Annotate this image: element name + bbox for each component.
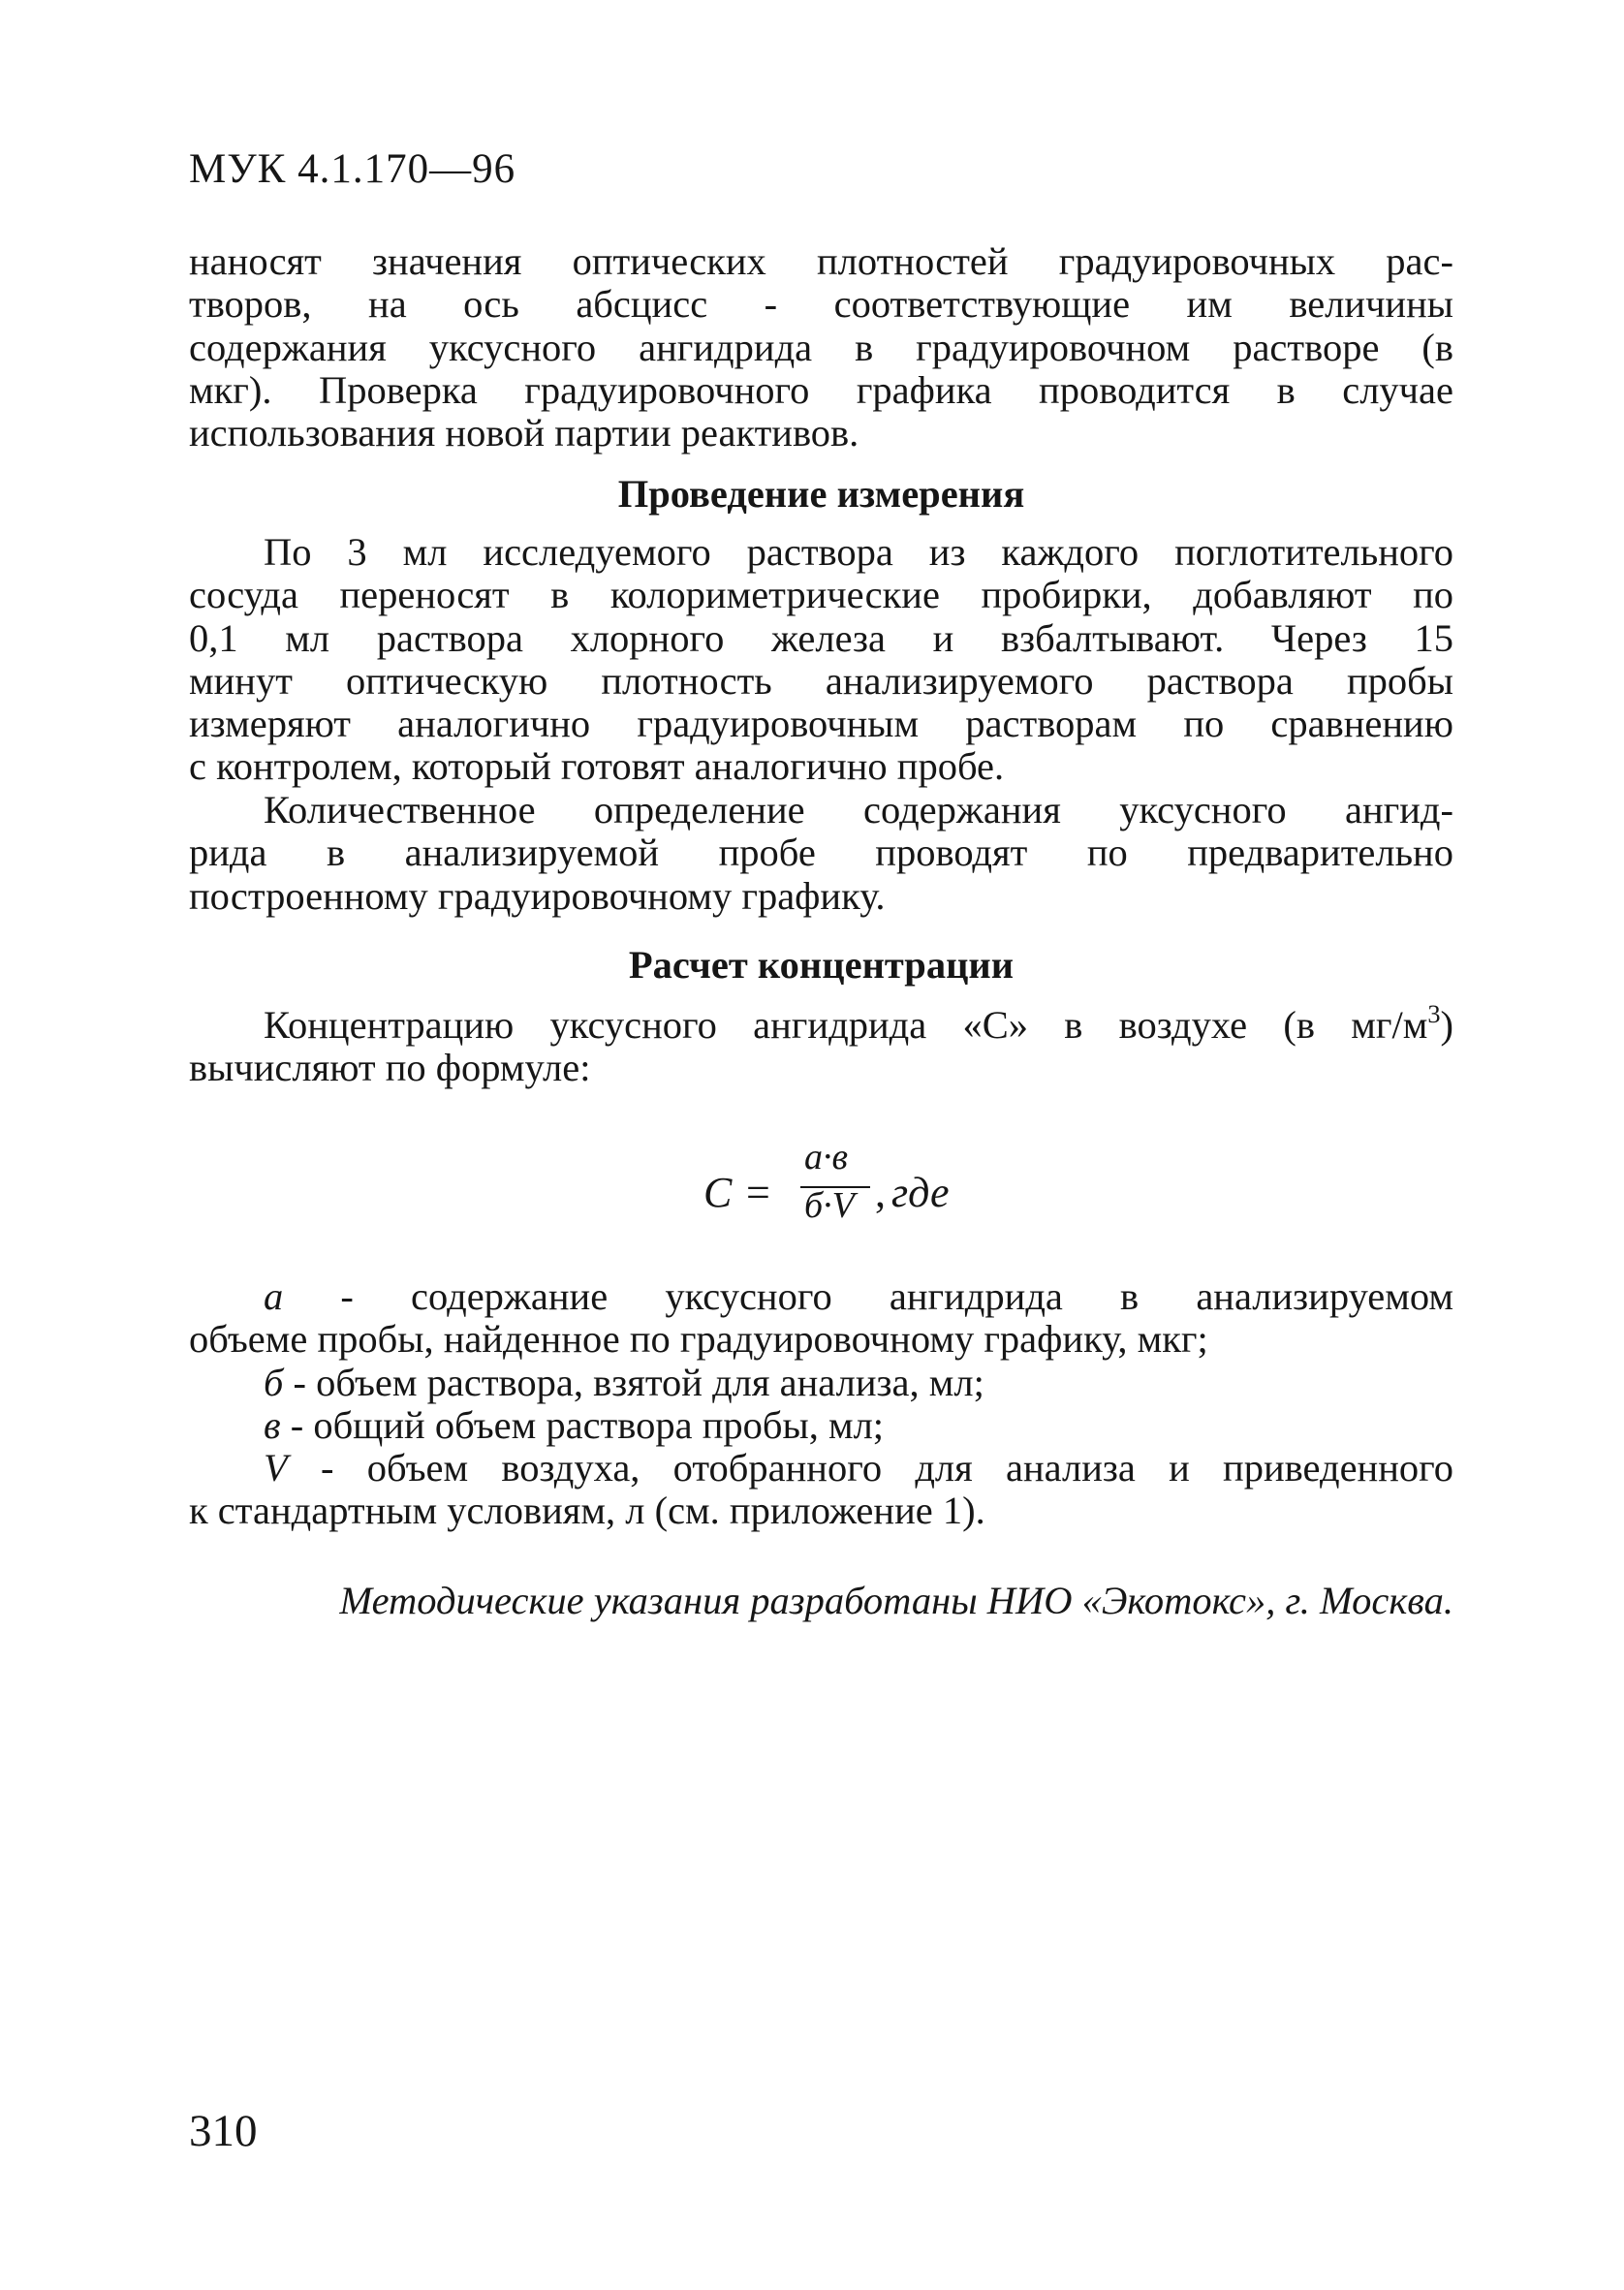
definition-line — [189, 1275, 1453, 1318]
formula-comma: , — [875, 1169, 886, 1216]
calc-intro-text: Концентрацию уксусного ангидрида «С» в воздухе (в мг/м — [264, 1003, 1428, 1047]
text-line: использования новой партии реактивов. — [189, 411, 859, 455]
superscript: 3 — [1427, 1000, 1441, 1029]
var-a: а — [264, 1274, 284, 1318]
concentration-formula — [703, 1136, 994, 1252]
quantification-paragraph — [189, 789, 1453, 918]
credit-line: Методические указания разработаны НИО «Экотокс», г. Москва. — [339, 1579, 1453, 1622]
definition-line: к стандартным условиям, л (см. приложение 1). — [189, 1489, 985, 1533]
formula-equals: = — [746, 1169, 770, 1216]
section-heading-calculation: Расчет концентрации — [628, 943, 1015, 987]
text-line: 0,1 мл раствора хлорного железа и взбалтывают. Через 15 — [189, 615, 1453, 660]
var-b: б — [264, 1360, 284, 1404]
definition-line — [189, 1362, 1453, 1404]
document-code: МУК 4.1.170—96 — [189, 146, 516, 192]
calculation-paragraph — [189, 1000, 1453, 1090]
definition-text: - содержание уксусного ангидрида в анализируемом — [283, 1274, 1453, 1318]
definition-text: - объем воздуха, отобранного для анализа и приведенного — [287, 1446, 1453, 1490]
text-line: рида в анализируемой пробе проводят по предварительно — [189, 831, 1453, 875]
definition-text: - объем раствора, взятой для анализа, мл; — [283, 1360, 984, 1404]
var-v: в — [264, 1402, 281, 1447]
text-line: вычисляют по формуле: — [189, 1046, 591, 1090]
definitions-list — [189, 1275, 1453, 1533]
text-line: с контролем, который готовят аналогично пробе. — [189, 744, 1005, 789]
var-V: V — [264, 1446, 288, 1490]
intro-paragraph — [189, 240, 1453, 455]
text-line: мкг). Проверка градуировочного графика проводится в случае — [189, 367, 1453, 412]
text-line: наносят значения оптических плотностей градуировочных рас- — [189, 239, 1453, 283]
page-number: 310 — [189, 2106, 258, 2156]
measurement-paragraph — [189, 531, 1453, 789]
formula-where: где — [891, 1169, 950, 1216]
definition-line: объеме пробы, найденное по градуировочному графику, мкг; — [189, 1317, 1208, 1362]
section-heading-measurement: Проведение измерения — [617, 472, 1025, 516]
closing-paren: ) — [1440, 1003, 1453, 1047]
text-line: содержания уксусного ангидрида в градуировочном растворе (в — [189, 325, 1453, 369]
formula-lhs: C — [703, 1169, 733, 1216]
definition-line — [189, 1447, 1453, 1490]
text-line: построенному градуировочному графику. — [189, 873, 886, 918]
formula-denominator: б·V — [804, 1185, 855, 1226]
formula-numerator: а·в — [804, 1137, 848, 1177]
text-line: измеряют аналогично градуировочным растворам по сравнению — [189, 702, 1453, 746]
text-line: творов, на ось абсцисс - соответствующие им величины — [189, 282, 1453, 327]
definition-text: - общий объем раствора пробы, мл; — [280, 1402, 885, 1447]
text-line: По 3 мл исследуемого раствора из каждого поглотительного — [264, 530, 1453, 574]
text-line: минут оптическую плотность анализируемого раствора пробы — [189, 658, 1453, 703]
text-line: сосуда переносят в колориметрические пробирки, добавляют по — [189, 573, 1453, 617]
text-line — [189, 1000, 1453, 1047]
text-line: Количественное определение содержания уксусного ангид- — [264, 788, 1453, 831]
definition-line — [189, 1404, 1453, 1447]
